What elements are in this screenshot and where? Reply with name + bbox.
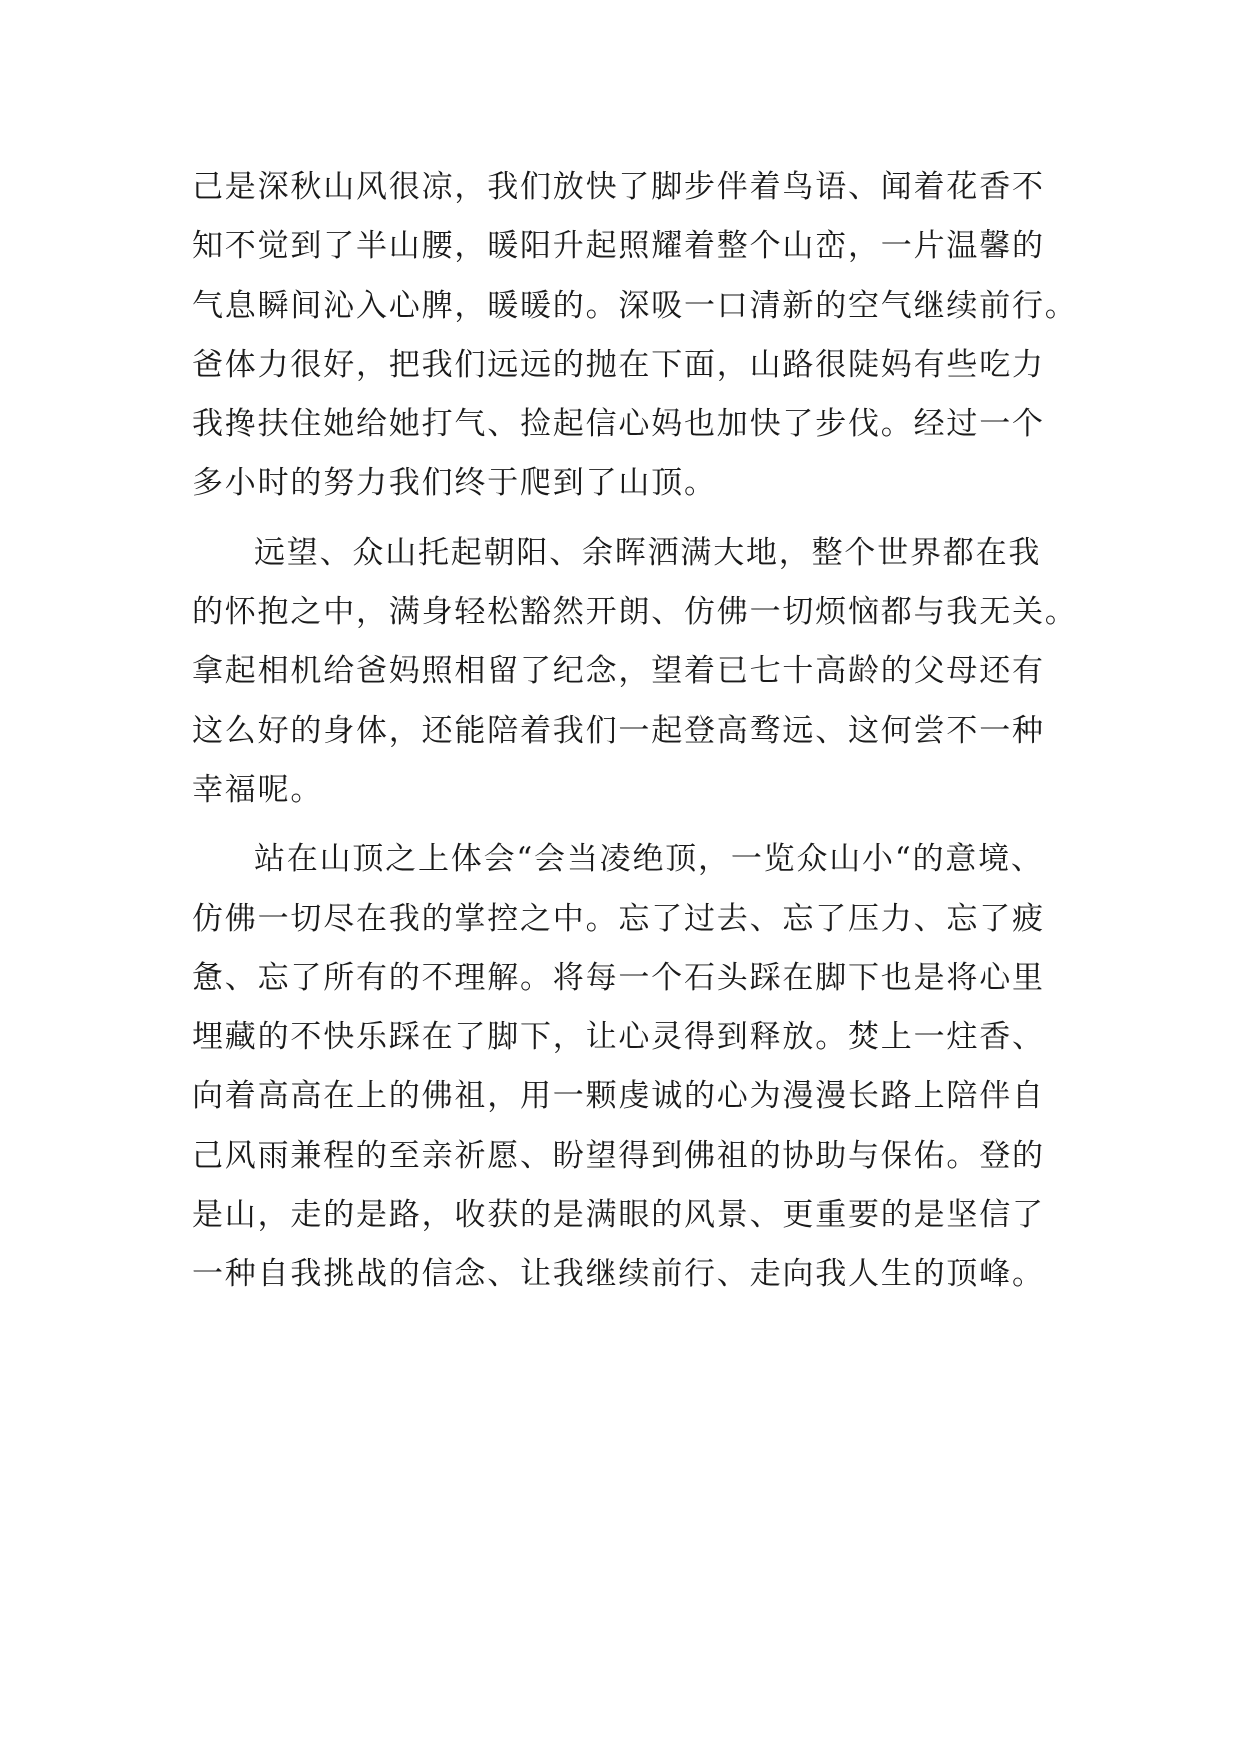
text-line: 知不觉到了半山腰，暖阳升起照耀着整个山峦，一片温馨的 (192, 228, 1045, 265)
text-line: 埋藏的不快乐踩在了脚下，让心灵得到释放。焚上一炷香、 (192, 1019, 1045, 1056)
text-line: 拿起相机给爸妈照相留了纪念，望着已七十高龄的父母还有 (192, 653, 1045, 690)
document-body (192, 158, 1078, 1305)
paragraph-spacer (192, 820, 1072, 830)
text-line: 多小时的努力我们终于爬到了山顶。 (192, 465, 717, 502)
text-line: 己是深秋山风很凉，我们放快了脚步伴着鸟语、闻着花香不 (192, 169, 1045, 205)
paragraph-1 (192, 158, 1078, 514)
text-line: 远望、众山托起朝阳、余晖洒满大地，整个世界都在我 (254, 534, 1042, 571)
text-line: 是山，走的是路，收获的是满眼的风景、更重要的是坚信了 (192, 1197, 1045, 1234)
text-line: 仿佛一切尽在我的掌控之中。忘了过去、忘了压力、忘了疲 (192, 900, 1045, 937)
text-line: 的怀抱之中，满身轻松豁然开朗、仿佛一切烦恼都与我无关。 (192, 594, 1078, 631)
text-line: 己风雨兼程的至亲祈愿、盼望得到佛祖的协助与保佑。登的 (192, 1137, 1045, 1174)
paragraph-3 (192, 830, 1072, 1304)
text-line: 惫、忘了所有的不理解。将每一个石头踩在脚下也是将心里 (192, 959, 1045, 996)
text-line: 站在山顶之上体会“会当凌绝顶，一览众山小“的意境、 (254, 841, 1044, 878)
text-line: 幸福呢。 (192, 771, 324, 808)
text-line: 一种自我挑战的信念、让我继续前行、走向我人生的顶峰。 (192, 1256, 1045, 1293)
paragraph-2 (192, 524, 1078, 820)
text-line: 我搀扶住她给她打气、捡起信心妈也加快了步伐。经过一个 (192, 406, 1045, 443)
text-line: 这么好的身体，还能陪着我们一起登高骛远、这何尝不一种 (192, 712, 1045, 749)
text-line: 爸体力很好，把我们远远的抛在下面，山路很陡妈有些吃力 (192, 346, 1045, 383)
text-line: 气息瞬间沁入心脾，暖暖的。深吸一口清新的空气继续前行。 (192, 287, 1078, 324)
text-line: 向着高高在上的佛祖，用一颗虔诚的心为漫漫长路上陪伴自 (192, 1078, 1045, 1115)
paragraph-spacer (192, 514, 1072, 524)
